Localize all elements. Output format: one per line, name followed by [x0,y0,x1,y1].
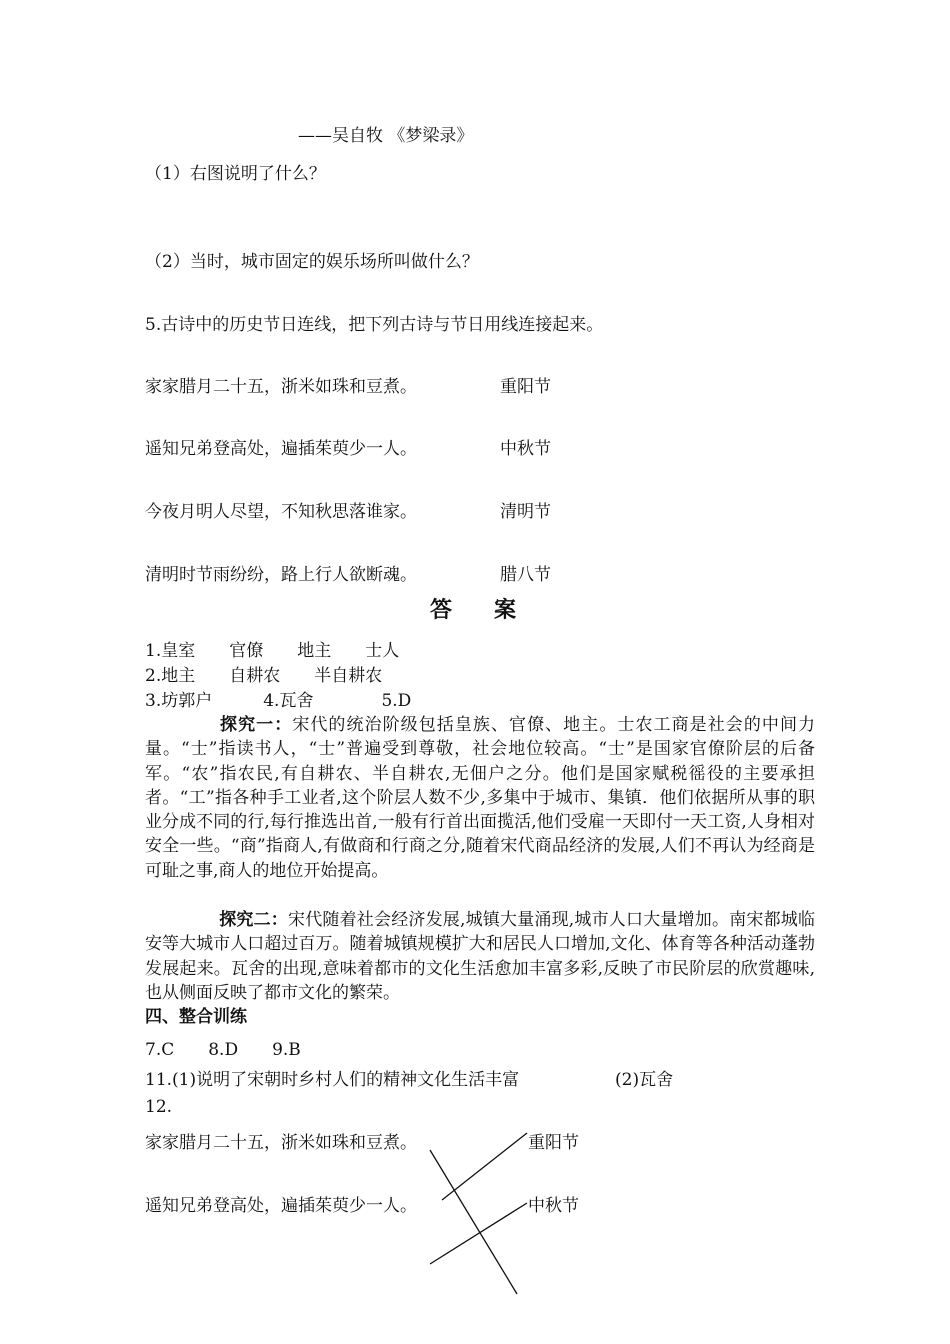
match-line-1 [430,1150,517,1294]
festival-label-4: 腊八节 [500,565,551,585]
explore-1-paragraph [145,713,815,883]
explore-2-text: 宋代随着社会经济发展,城镇大量涌现,城市人口大量增加。南宋都城临安等大城市人口超过百万。随着城镇规模扩大和居民人口增加,文化、体育等各种活动蓬勃发展起来。瓦舍的出现,意味着都市的文化生活愈加丰富多彩,反映了市民阶层的欣赏趣味,也从侧面反映了都市文化的繁荣。 [145,910,815,1003]
explore-2-label: 探究二： [219,910,288,930]
match-line-3 [430,1203,527,1264]
festival-label-2: 中秋节 [500,439,551,459]
answers-heading: 答案 [430,597,559,623]
section-4-heading: 四、整合训练 [145,1007,247,1027]
answer-11-part1: 11.(1)说明了宋朝时乡村人们的精神文化生活丰富 [145,1070,520,1090]
answer-7-9: 7.C 8.D 9.B [145,1040,301,1060]
match-festival-1: 重阳节 [528,1133,579,1153]
explore-1-text: 宋代的统治阶级包括皇族、官僚、地主。士农工商是社会的中间力量。“士”指读书人，“士”普遍受到尊敬，社会地位较高。“士”是国家官僚阶层的后备军。“农”指农民,有自耕农、半自耕农,无佃户之分。他们是国家赋税徭役的主要承担者。“工”指各种手工业者,这个阶层人数不少,多集中于城市、集镇．他们依据所从事的职业分成不同的行,每行推选出首,一般有行首出面揽活,他们受雇一天即付一天工资,人身相对安全一些。“商”指商人,有做商和行商之分,随着宋代商品经济的发展,人们不再认为经商是可耻之事,商人的地位开始提高。 [145,715,816,881]
poem-line-3: 今夜月明人尽望，不知秋思落谁家。 [145,502,417,522]
question-2: （2）当时，城市固定的娱乐场所叫做什么？ [145,252,479,272]
match-poem-1: 家家腊月二十五，浙米如珠和豆煮。 [145,1133,417,1153]
answer-12-label: 12. [145,1097,173,1117]
match-festival-2: 中秋节 [528,1196,579,1216]
answer-3-5: 3.坊郭户 4.瓦舍 5.D [145,691,412,711]
poem-line-1: 家家腊月二十五，浙米如珠和豆煮。 [145,377,417,397]
festival-label-1: 重阳节 [500,377,551,397]
question-1: （1）右图说明了什么？ [145,164,326,184]
poem-line-4: 清明时节雨纷纷，路上行人欲断魂。 [145,565,417,585]
answer-1: 1.皇室 官僚 地主 士人 [145,641,400,661]
explore-2-paragraph [145,908,815,1005]
poem-line-2: 遥知兄弟登高处，遍插茱萸少一人。 [145,439,417,459]
explore-1-label: 探究一： [219,715,293,735]
source-attribution: ——吴自牧 《梦梁录》 [298,126,474,146]
festival-label-3: 清明节 [500,502,551,522]
q5-title: 5.古诗中的历史节日连线，把下列古诗与节日用线连接起来。 [145,315,604,335]
answer-11-part2: (2)瓦舍 [615,1070,674,1090]
match-poem-2: 遥知兄弟登高处，遍插茱萸少一人。 [145,1196,417,1216]
match-line-2 [442,1133,527,1200]
answer-2: 2.地主 自耕农 半自耕农 [145,666,383,686]
